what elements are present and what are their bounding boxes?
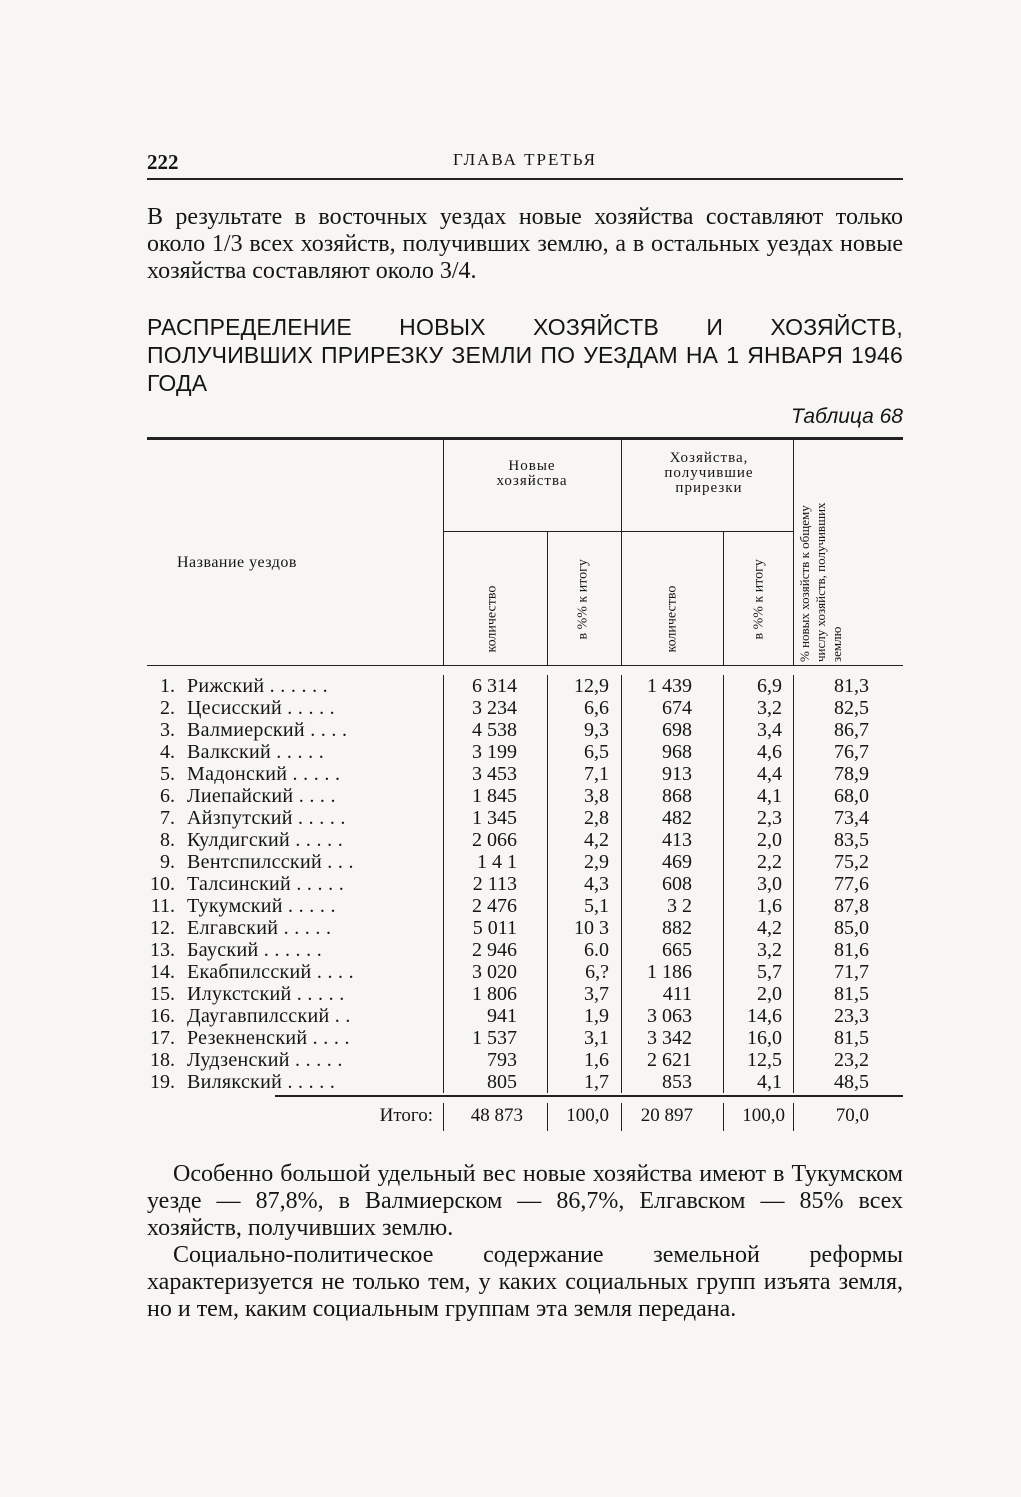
new-farms-share: 78,9 bbox=[834, 763, 869, 785]
new-farms-share: 76,7 bbox=[834, 741, 869, 763]
cut-farms-pct: 4,6 bbox=[757, 741, 782, 763]
new-farms-pct: 12,9 bbox=[574, 675, 609, 697]
cut-farms-count: 882 bbox=[662, 917, 692, 939]
table-row bbox=[147, 829, 903, 851]
new-farms-pct: 3,8 bbox=[584, 785, 609, 807]
new-farms-pct: 6.0 bbox=[584, 939, 609, 961]
new-farms-pct: 10 3 bbox=[574, 917, 609, 939]
district-name: Вентспилсский . . . bbox=[187, 851, 354, 873]
new-farms-share: 83,5 bbox=[834, 829, 869, 851]
new-farms-count: 1 345 bbox=[472, 807, 517, 829]
cut-farms-count: 3 063 bbox=[647, 1005, 692, 1027]
table-heading: РАСПРЕДЕЛЕНИЕ НОВЫХ ХОЗЯЙСТВ И ХОЗЯЙСТВ, ПОЛУЧИВШИХ ПРИРЕЗКУ ЗЕМЛИ ПО УЕЗДАМ НА 1 ЯНВАРЯ 1946 ГОДА bbox=[147, 314, 903, 396]
table-row bbox=[147, 763, 903, 785]
header-divider bbox=[793, 437, 794, 665]
cut-farms-count: 1 186 bbox=[647, 961, 692, 983]
table-row bbox=[147, 1027, 903, 1049]
new-farms-pct: 6,6 bbox=[584, 697, 609, 719]
row-number: 12. bbox=[150, 917, 175, 939]
district-name: Валмиерский . . . . bbox=[187, 719, 348, 741]
table-row bbox=[147, 961, 903, 983]
row-number: 15. bbox=[150, 983, 175, 1005]
district-name: Айзпутский . . . . . bbox=[187, 807, 346, 829]
district-name: Тукумский . . . . . bbox=[187, 895, 336, 917]
page-number: 222 bbox=[147, 150, 179, 174]
district-name: Вилякский . . . . . bbox=[187, 1071, 336, 1093]
table-row bbox=[147, 917, 903, 939]
cut-farms-pct: 6,9 bbox=[757, 675, 782, 697]
new-farms-pct: 6,5 bbox=[584, 741, 609, 763]
cut-farms-pct: 2,0 bbox=[757, 829, 782, 851]
row-number: 19. bbox=[150, 1071, 175, 1093]
new-farms-pct: 5,1 bbox=[584, 895, 609, 917]
new-farms-pct: 4,2 bbox=[584, 829, 609, 851]
row-number: 17. bbox=[150, 1027, 175, 1049]
district-name: Лудзенский . . . . . bbox=[187, 1049, 343, 1071]
row-number: 9. bbox=[160, 851, 175, 873]
row-number: 13. bbox=[150, 939, 175, 961]
cut-farms-count: 1 439 bbox=[647, 675, 692, 697]
district-name: Даугавпилсский . . bbox=[187, 1005, 351, 1027]
header-divider bbox=[723, 531, 724, 665]
cut-farms-count: 608 bbox=[662, 873, 692, 895]
table-row bbox=[147, 807, 903, 829]
new-farms-share: 68,0 bbox=[834, 785, 869, 807]
new-farms-share: 73,4 bbox=[834, 807, 869, 829]
new-farms-count: 2 066 bbox=[472, 829, 517, 851]
new-farms-pct: 1,9 bbox=[584, 1005, 609, 1027]
new-farms-count: 941 bbox=[487, 1005, 517, 1027]
header-divider bbox=[547, 531, 548, 665]
district-name: Резекненский . . . . bbox=[187, 1027, 350, 1049]
cut-farms-pct: 3,0 bbox=[757, 873, 782, 895]
new-farms-count: 2 476 bbox=[472, 895, 517, 917]
district-name: Кулдигский . . . . . bbox=[187, 829, 344, 851]
cut-farms-pct: 14,6 bbox=[747, 1005, 782, 1027]
table-row bbox=[147, 939, 903, 961]
intro-paragraph: В результате в восточных уездах новые хозяйства составляют только около 1/3 всех хозяйств, получивших землю, а в остальных уездах новые хозяйства составляют около 3/4. bbox=[147, 204, 903, 284]
header-divider bbox=[621, 437, 622, 665]
table-row bbox=[147, 719, 903, 741]
column-header-cut-farms: Хозяйства, получившие прирезки bbox=[664, 450, 754, 496]
new-farms-count: 1 537 bbox=[472, 1027, 517, 1049]
cut-farms-count: 853 bbox=[662, 1071, 692, 1093]
new-farms-pct: 9,3 bbox=[584, 719, 609, 741]
row-number: 4. bbox=[160, 741, 175, 763]
district-name: Екабпилсский . . . . bbox=[187, 961, 354, 983]
cut-farms-pct: 5,7 bbox=[757, 961, 782, 983]
new-farms-count: 1 845 bbox=[472, 785, 517, 807]
new-farms-share: 81,3 bbox=[834, 675, 869, 697]
table-label: Таблица 68 bbox=[790, 405, 903, 428]
new-farms-pct: 4,3 bbox=[584, 873, 609, 895]
row-number: 1. bbox=[160, 675, 175, 697]
new-farms-share: 23,3 bbox=[834, 1005, 869, 1027]
cut-farms-count: 482 bbox=[662, 807, 692, 829]
table-row bbox=[147, 697, 903, 719]
district-name: Елгавский . . . . . bbox=[187, 917, 332, 939]
new-farms-share: 77,6 bbox=[834, 873, 869, 895]
new-farms-pct: 3,7 bbox=[584, 983, 609, 1005]
running-head bbox=[147, 140, 903, 180]
table-top-rule bbox=[147, 437, 903, 440]
header-subrule bbox=[443, 531, 793, 532]
row-number: 8. bbox=[160, 829, 175, 851]
row-number: 11. bbox=[150, 895, 175, 917]
cut-farms-count: 968 bbox=[662, 741, 692, 763]
district-name: Рижский . . . . . . bbox=[187, 675, 328, 697]
table-row bbox=[147, 1005, 903, 1027]
total-rule bbox=[275, 1095, 903, 1097]
table-row bbox=[147, 873, 903, 895]
new-farms-count: 3 199 bbox=[472, 741, 517, 763]
cut-farms-count: 913 bbox=[662, 763, 692, 785]
table-row bbox=[147, 741, 903, 763]
new-farms-share: 81,5 bbox=[834, 1027, 869, 1049]
district-name: Лиепайский . . . . bbox=[187, 785, 336, 807]
new-farms-pct: 3,1 bbox=[584, 1027, 609, 1049]
cut-farms-pct: 4,1 bbox=[757, 1071, 782, 1093]
new-farms-count: 4 538 bbox=[472, 719, 517, 741]
total-new-count: 48 873 bbox=[470, 1105, 523, 1126]
table-row bbox=[147, 785, 903, 807]
new-farms-pct: 7,1 bbox=[584, 763, 609, 785]
new-farms-pct: 2,8 bbox=[584, 807, 609, 829]
cut-farms-pct: 4,2 bbox=[757, 917, 782, 939]
total-row bbox=[147, 1105, 903, 1129]
new-farms-pct: 6,? bbox=[585, 961, 609, 983]
total-divider bbox=[443, 1103, 444, 1131]
cut-farms-pct: 4,1 bbox=[757, 785, 782, 807]
column-header-new-count: количество bbox=[484, 585, 500, 653]
total-divider bbox=[547, 1103, 548, 1131]
cut-farms-pct: 2,0 bbox=[757, 983, 782, 1005]
row-number: 3. bbox=[160, 719, 175, 741]
new-farms-share: 23,2 bbox=[834, 1049, 869, 1071]
new-farms-count: 793 bbox=[487, 1049, 517, 1071]
table-row bbox=[147, 851, 903, 873]
total-divider bbox=[621, 1103, 622, 1131]
cut-farms-count: 469 bbox=[662, 851, 692, 873]
new-farms-pct: 1,6 bbox=[584, 1049, 609, 1071]
cut-farms-count: 2 621 bbox=[647, 1049, 692, 1071]
column-header-share: % новых хозяйств к общему числу хозяйств, получивших землю bbox=[797, 502, 844, 662]
new-farms-share: 71,7 bbox=[834, 961, 869, 983]
cut-farms-pct: 2,2 bbox=[757, 851, 782, 873]
table-row bbox=[147, 675, 903, 697]
cut-farms-count: 413 bbox=[662, 829, 692, 851]
total-divider bbox=[793, 1103, 794, 1131]
data-table bbox=[147, 437, 903, 1126]
new-farms-share: 48,5 bbox=[834, 1071, 869, 1093]
new-farms-share: 81,5 bbox=[834, 983, 869, 1005]
new-farms-share: 87,8 bbox=[834, 895, 869, 917]
cut-farms-count: 674 bbox=[662, 697, 692, 719]
row-number: 18. bbox=[150, 1049, 175, 1071]
row-number: 5. bbox=[160, 763, 175, 785]
closing-paragraph: Особенно большой удельный вес новые хозяйства имеют в Тукумском уезде — 87,8%, в Валмиерском — 86,7%, Елгавском — 85% всех хозяйств, получивших землю. bbox=[147, 1161, 903, 1241]
row-number: 14. bbox=[150, 961, 175, 983]
cut-farms-count: 868 bbox=[662, 785, 692, 807]
closing-text bbox=[147, 1161, 903, 1323]
new-farms-count: 2 113 bbox=[472, 873, 517, 895]
cut-farms-pct: 3,2 bbox=[757, 697, 782, 719]
row-number: 2. bbox=[160, 697, 175, 719]
new-farms-count: 805 bbox=[487, 1071, 517, 1093]
cut-farms-pct: 1,6 bbox=[757, 895, 782, 917]
row-number: 6. bbox=[160, 785, 175, 807]
cut-farms-count: 665 bbox=[662, 939, 692, 961]
closing-paragraph: Социально-политическое содержание земельной реформы характеризуется не только тем, у каких социальных групп изъята земля, но и тем, каким социальным группам эта земля передана. bbox=[147, 1242, 903, 1322]
new-farms-pct: 2,9 bbox=[584, 851, 609, 873]
district-name: Цесисский . . . . . bbox=[187, 697, 335, 719]
table-body bbox=[147, 675, 903, 1093]
total-cut-pct: 100,0 bbox=[742, 1105, 785, 1126]
cut-farms-pct: 12,5 bbox=[747, 1049, 782, 1071]
new-farms-count: 1 4 1 bbox=[477, 851, 517, 873]
cut-farms-pct: 2,3 bbox=[757, 807, 782, 829]
cut-farms-pct: 4,4 bbox=[757, 763, 782, 785]
column-header-name: Название уездов bbox=[177, 554, 297, 571]
column-header-cut-pct: в %% к итогу bbox=[751, 559, 767, 640]
new-farms-pct: 1,7 bbox=[584, 1071, 609, 1093]
cut-farms-pct: 3,4 bbox=[757, 719, 782, 741]
new-farms-count: 5 011 bbox=[472, 917, 517, 939]
book-page bbox=[147, 140, 903, 1323]
total-share: 70,0 bbox=[835, 1105, 869, 1126]
header-bottom-rule bbox=[147, 665, 903, 666]
column-header-new-pct: в %% к итогу bbox=[575, 559, 591, 640]
new-farms-share: 82,5 bbox=[834, 697, 869, 719]
new-farms-count: 3 020 bbox=[472, 961, 517, 983]
new-farms-count: 1 806 bbox=[472, 983, 517, 1005]
new-farms-count: 3 453 bbox=[472, 763, 517, 785]
district-name: Талсинский . . . . . bbox=[187, 873, 345, 895]
district-name: Илукстский . . . . . bbox=[187, 983, 345, 1005]
district-name: Мадонский . . . . . bbox=[187, 763, 341, 785]
cut-farms-count: 3 2 bbox=[667, 895, 692, 917]
new-farms-count: 6 314 bbox=[472, 675, 517, 697]
new-farms-share: 86,7 bbox=[834, 719, 869, 741]
column-header-new-farms: Новые хозяйства bbox=[496, 458, 568, 489]
cut-farms-count: 3 342 bbox=[647, 1027, 692, 1049]
table-row bbox=[147, 1049, 903, 1071]
new-farms-count: 3 234 bbox=[472, 697, 517, 719]
row-number: 7. bbox=[160, 807, 175, 829]
cut-farms-count: 698 bbox=[662, 719, 692, 741]
column-header-cut-count: количество bbox=[664, 585, 680, 653]
total-new-pct: 100,0 bbox=[566, 1105, 609, 1126]
total-cut-count: 20 897 bbox=[640, 1105, 693, 1126]
table-row bbox=[147, 1071, 903, 1093]
total-label: Итого: bbox=[379, 1105, 433, 1126]
cut-farms-pct: 16,0 bbox=[747, 1027, 782, 1049]
row-number: 10. bbox=[150, 873, 175, 895]
new-farms-share: 75,2 bbox=[834, 851, 869, 873]
new-farms-share: 85,0 bbox=[834, 917, 869, 939]
district-name: Бауский . . . . . . bbox=[187, 939, 323, 961]
total-divider bbox=[723, 1103, 724, 1131]
cut-farms-pct: 3,2 bbox=[757, 939, 782, 961]
row-number: 16. bbox=[150, 1005, 175, 1027]
new-farms-count: 2 946 bbox=[472, 939, 517, 961]
cut-farms-count: 411 bbox=[662, 983, 692, 1005]
table-row bbox=[147, 895, 903, 917]
header-divider bbox=[443, 437, 444, 665]
chapter-title: ГЛАВА ТРЕТЬЯ bbox=[453, 150, 597, 169]
new-farms-share: 81,6 bbox=[834, 939, 869, 961]
table-row bbox=[147, 983, 903, 1005]
district-name: Валкский . . . . . bbox=[187, 741, 324, 763]
